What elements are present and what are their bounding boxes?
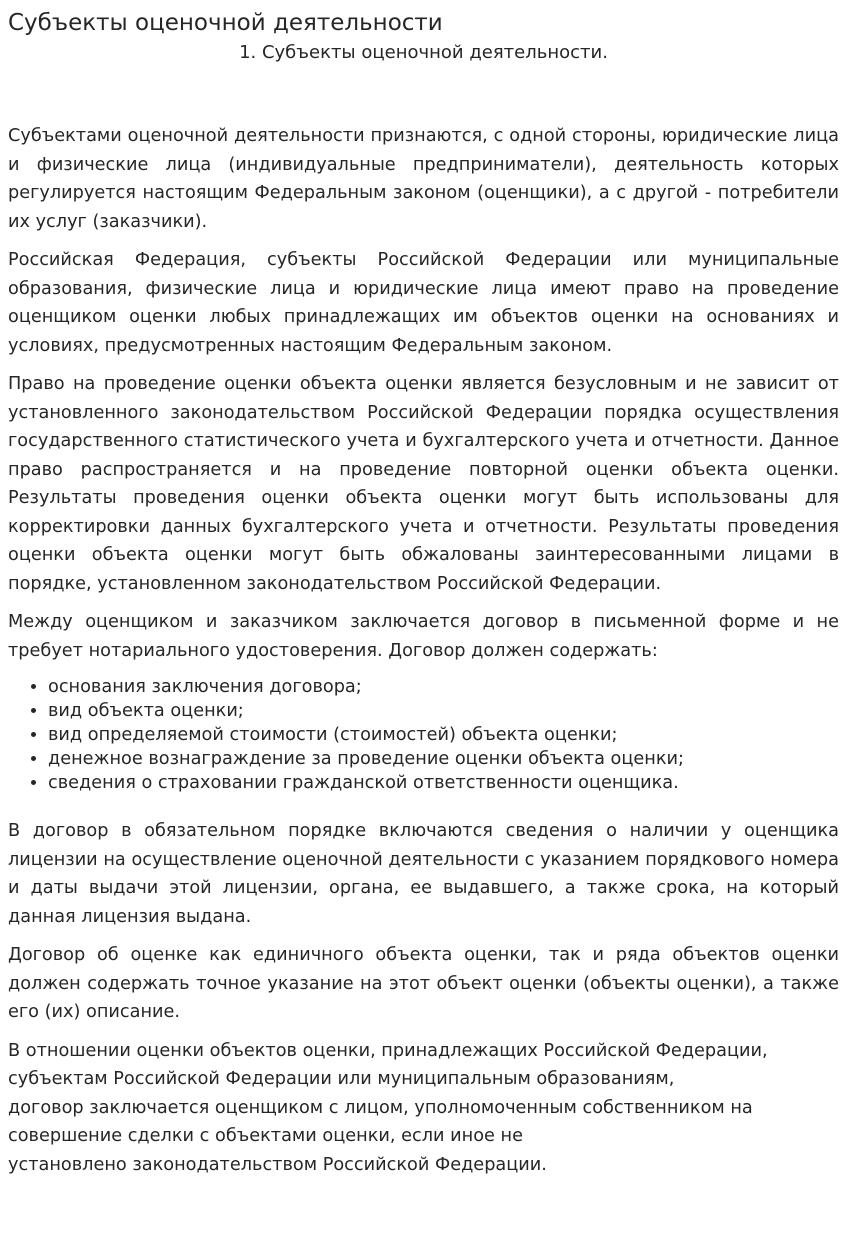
document-body xyxy=(8,122,839,1179)
list-item: • основания заключения договора; xyxy=(48,675,839,699)
list-item: • денежное вознаграждение за проведение оценки объекта оценки; xyxy=(48,747,839,771)
paragraph-subjects: Субъектами оценочной деятельности признаются, с одной стороны, юридические лица и физические лица (индивидуальные предприниматели), деятельность которых регулируется настоящим Федеральным законом (оценщики), а с другой - потребители их услуг (заказчики). xyxy=(8,126,839,232)
paragraph-object-description: Договор об оценке как единичного объекта оценки, так и ряда объектов оценки должен содержать точное указание на этот объект оценки (объекты оценки), а также его (их) описание. xyxy=(8,945,839,1022)
page-title: Субъекты оценочной деятельности xyxy=(8,10,443,36)
contract-requirements-list xyxy=(8,675,839,795)
text-line: совершение сделки с объектами оценки, если иное не xyxy=(8,1126,523,1146)
list-item: • сведения о страховании гражданской ответственности оценщика. xyxy=(48,771,839,795)
paragraph-state-property xyxy=(8,1037,839,1180)
paragraph-right-to-assess: Российская Федерация, субъекты Российской Федерации или муниципальные образования, физические лица и юридические лица имеют право на проведение оценщиком оценки любых принадлежащих им объектов оценки на основаниях и условиях, предусмотренных настоящим Федеральным законом. xyxy=(8,250,839,356)
paragraph-unconditional-right: Право на проведение оценки объекта оценки является безусловным и не зависит от установленного законодательством Российской Федерации порядка осуществления государственного статистического учета и бухгалтерского учета и отчетности. Данное право распространяется и на проведение повторной оценки объекта оценки. Результаты проведения оценки объекта оценки могут быть использованы для корректировки данных бухгалтерского учета и отчетности. Результаты проведения оценки объекта оценки могут быть обжалованы заинтересованными лицами в порядке, установленном законодательством Российской Федерации. xyxy=(8,374,839,594)
text-line: субъектам Российской Федерации или муниципальным образованиям, xyxy=(8,1069,675,1089)
text-line: договор заключается оценщиком с лицом, уполномоченным собственником на xyxy=(8,1097,753,1118)
text-line: В отношении оценки объектов оценки, принадлежащих Российской Федерации, xyxy=(8,1040,768,1061)
paragraph-license: В договор в обязательном порядке включаются сведения о наличии у оценщика лицензии на осуществление оценочной деятельности с указанием порядкового номера и даты выдачи этой лицензии, органа, ее выдавшего, а также срока, на который данная лицензия выдана. xyxy=(8,821,839,927)
list-item: • вид объекта оценки; xyxy=(48,699,839,723)
list-item: • вид определяемой стоимости (стоимостей) объекта оценки; xyxy=(48,723,839,747)
text-line: установлено законодательством Российской Федерации. xyxy=(8,1154,547,1175)
section-heading: 1. Субъекты оценочной деятельности. xyxy=(239,42,608,63)
paragraph-contract: Между оценщиком и заказчиком заключается договор в письменной форме и не требует нотариального удостоверения. Договор должен содержать: xyxy=(8,612,839,661)
